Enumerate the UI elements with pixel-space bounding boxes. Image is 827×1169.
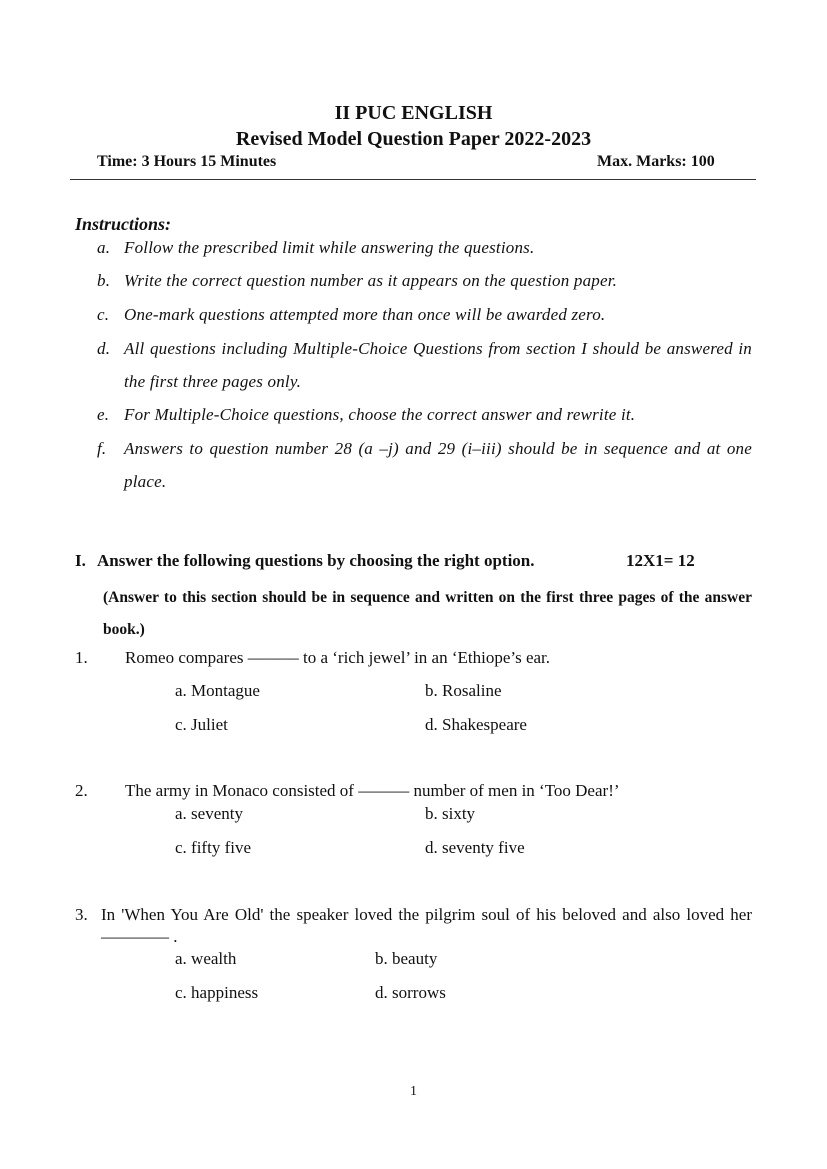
page-number: 1 xyxy=(410,1084,417,1099)
option-c: c. Juliet xyxy=(175,715,228,734)
option-b: b. beauty xyxy=(375,949,438,968)
instruction-letter: e. xyxy=(97,405,110,424)
question-number: 3. xyxy=(75,905,88,924)
section-note: (Answer to this section should be in sequence and written on the first three pages of the answer book.) xyxy=(103,589,752,638)
paper-title: II PUC ENGLISH xyxy=(334,102,493,124)
section-heading: Answer the following questions by choosing the right option. xyxy=(97,551,535,570)
instruction-letter: c. xyxy=(97,305,110,324)
option-d: d. Shakespeare xyxy=(425,715,527,734)
option-c: c. fifty five xyxy=(175,838,251,857)
option-b: b. sixty xyxy=(425,804,476,823)
instruction-item xyxy=(97,332,752,398)
question-number: 2. xyxy=(75,781,88,800)
instruction-text: One-mark questions attempted more than once will be awarded zero. xyxy=(124,305,606,324)
option-a: a. Montague xyxy=(175,681,260,700)
section-marks: 12X1= 12 xyxy=(626,551,695,570)
instruction-text: All questions including Multiple-Choice Questions from section I should be answered in the first three pages only. xyxy=(124,339,752,391)
instruction-text: Write the correct question number as it appears on the question paper. xyxy=(124,271,618,290)
option-d: d. sorrows xyxy=(375,983,446,1002)
instruction-text: Follow the prescribed limit while answering the questions. xyxy=(124,238,535,257)
question-text: The army in Monaco consisted of ——— number of men in ‘Too Dear!’ xyxy=(125,781,620,800)
max-marks: Max. Marks: 100 xyxy=(597,153,715,170)
instruction-letter: b. xyxy=(97,271,111,290)
question-text: Romeo compares ——— to a ‘rich jewel’ in an ‘Ethiope’s ear. xyxy=(125,648,551,667)
instruction-letter: f. xyxy=(97,439,107,458)
instruction-item xyxy=(97,305,605,325)
question-text: In 'When You Are Old' the speaker loved the pilgrim soul of his beloved and also loved her ———— . xyxy=(101,905,752,946)
instructions-heading: Instructions: xyxy=(75,214,172,234)
option-b: b. Rosaline xyxy=(425,681,502,700)
instruction-item xyxy=(97,238,534,258)
option-c: c. happiness xyxy=(175,983,259,1002)
instruction-item xyxy=(97,271,617,291)
instruction-letter: d. xyxy=(97,339,111,358)
time-duration: Time: 3 Hours 15 Minutes xyxy=(97,153,277,170)
question-number: 1. xyxy=(75,648,88,667)
section-number: I. xyxy=(75,551,86,570)
instruction-text: Answers to question number 28 (a –j) and 29 (i–iii) should be in sequence and at one place. xyxy=(124,439,752,491)
header-divider xyxy=(70,179,756,180)
paper-subtitle: Revised Model Question Paper 2022-2023 xyxy=(235,128,592,150)
instruction-text: For Multiple-Choice questions, choose the correct answer and rewrite it. xyxy=(124,405,636,424)
instruction-item xyxy=(97,432,752,498)
instruction-letter: a. xyxy=(97,238,111,257)
option-d: d. seventy five xyxy=(425,838,525,857)
option-a: a. wealth xyxy=(175,949,237,968)
option-a: a. seventy xyxy=(175,804,243,823)
instruction-item xyxy=(97,405,635,425)
